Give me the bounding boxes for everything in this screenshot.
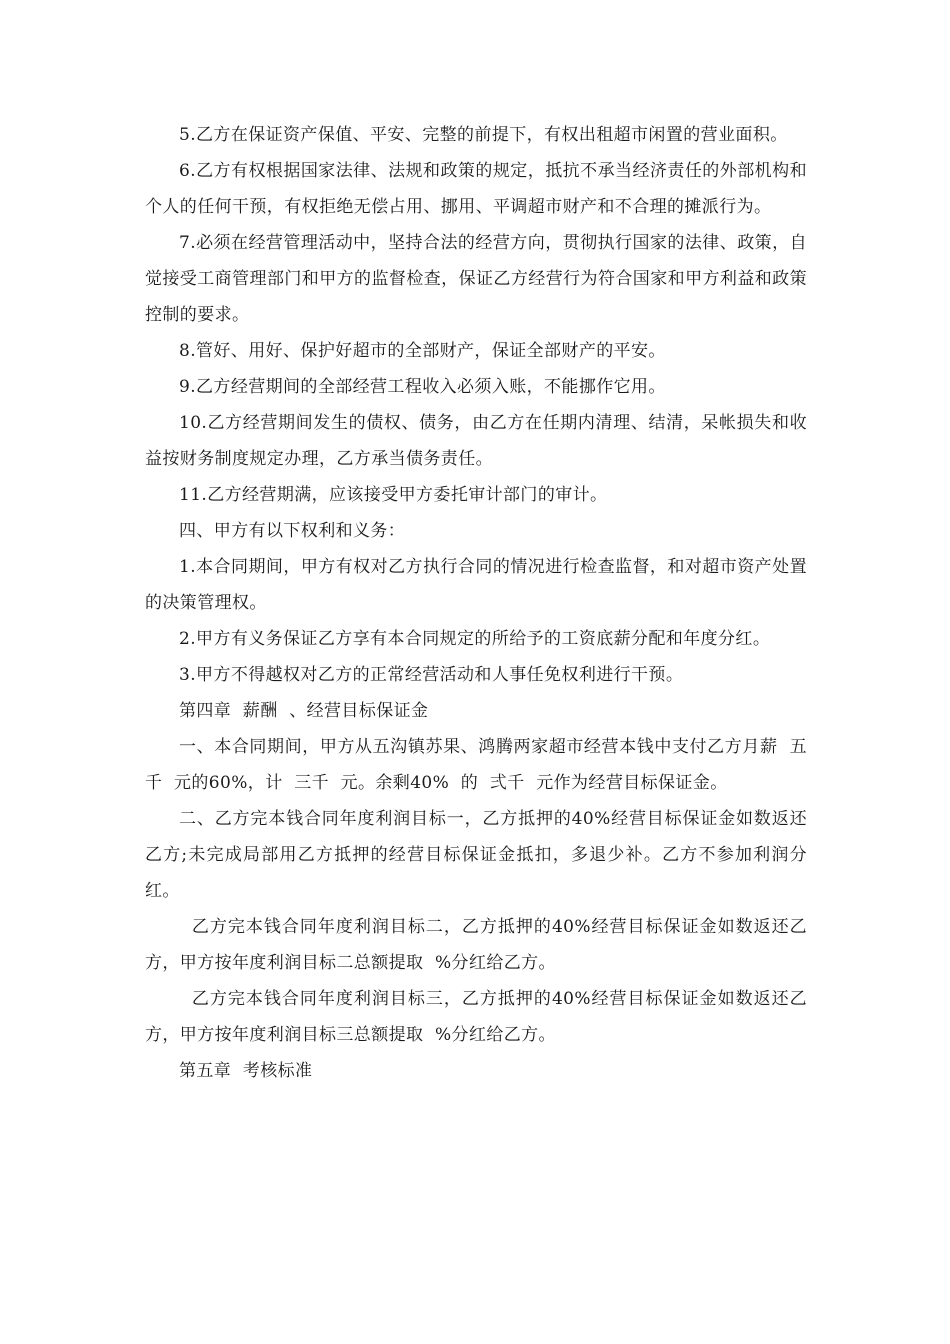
paragraph-clause-8: 8.管好、用好、保护好超市的全部财产，保证全部财产的平安。 xyxy=(179,341,666,361)
paragraph-clause-5: 5.乙方在保证资产保值、平安、完整的前提下，有权出租超市闲置的营业面积。 xyxy=(179,125,788,145)
paragraph-salary-target-3: 乙方完本钱合同年度利润目标三，乙方抵押的40%经营目标保证金如数返还乙方，甲方按年度利润目标三总额提取 %分红给乙方。 xyxy=(145,989,807,1045)
chapter-heading-4: 第四章 薪酬 、经营目标保证金 xyxy=(179,701,429,721)
paragraph-salary-target-2: 乙方完本钱合同年度利润目标二，乙方抵押的40%经营目标保证金如数返还乙方，甲方按年度利润目标二总额提取 %分红给乙方。 xyxy=(145,917,807,973)
paragraph-salary-1: 一、本合同期间，甲方从五沟镇苏果、鸿腾两家超市经营本钱中支付乙方月薪 五千 元的60%，计 三千 元。余剩40% 的 弍千 元作为经营目标保证金。 xyxy=(145,737,807,793)
paragraph-clause-9: 9.乙方经营期间的全部经营工程收入必须入账，不能挪作它用。 xyxy=(179,377,666,397)
document-page xyxy=(145,117,807,1089)
paragraph-clause-10: 10.乙方经营期间发生的债权、债务，由乙方在任期内清理、结清，呆帐损失和收益按财务制度规定办理，乙方承当债务责任。 xyxy=(145,413,807,469)
paragraph-party-a-1: 1.本合同期间，甲方有权对乙方执行合同的情况进行检查监督，和对超市资产处置的决策管理权。 xyxy=(145,557,807,613)
chapter-heading-5: 第五章 考核标准 xyxy=(179,1061,313,1081)
paragraph-clause-6: 6.乙方有权根据国家法律、法规和政策的规定，抵抗不承当经济责任的外部机构和个人的任何干预，有权拒绝无偿占用、挪用、平调超市财产和不合理的摊派行为。 xyxy=(145,161,807,217)
paragraph-party-a-3: 3.甲方不得越权对乙方的正常经营活动和人事任免权利进行干预。 xyxy=(179,665,684,685)
section-heading-party-a-rights: 四、甲方有以下权利和义务： xyxy=(179,521,406,541)
paragraph-clause-7: 7.必须在经营管理活动中，坚持合法的经营方向，贯彻执行国家的法律、政策，自觉接受工商管理部门和甲方的监督检查，保证乙方经营行为符合国家和甲方利益和政策控制的要求。 xyxy=(145,233,807,325)
paragraph-party-a-2: 2.甲方有义务保证乙方享有本合同规定的所给予的工资底薪分配和年度分红。 xyxy=(179,629,771,649)
paragraph-clause-11: 11.乙方经营期满，应该接受甲方委托审计部门的审计。 xyxy=(179,485,608,505)
paragraph-salary-2: 二、乙方完本钱合同年度利润目标一，乙方抵押的40%经营目标保证金如数返还乙方;未完成局部用乙方抵押的经营目标保证金抵扣，多退少补。乙方不参加利润分红。 xyxy=(145,809,807,901)
